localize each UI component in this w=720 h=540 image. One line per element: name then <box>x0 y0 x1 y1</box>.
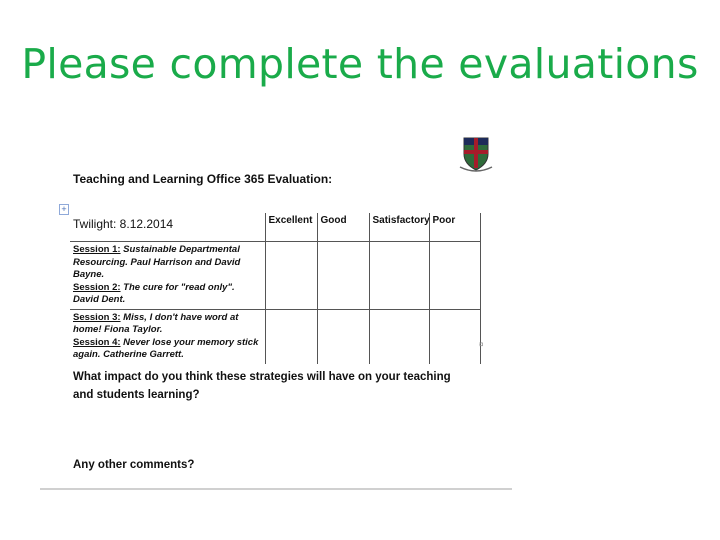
session-2 <box>73 282 262 307</box>
session-description: Miss, I don't have word at home! Fiona Taylor. <box>73 311 239 335</box>
session-1 <box>73 244 262 282</box>
session-4 <box>73 337 262 362</box>
sessions-3-4-cell <box>70 309 265 364</box>
table-header-row <box>70 213 480 242</box>
session-3 <box>73 312 262 337</box>
rating-cell-poor[interactable] <box>429 309 480 364</box>
comments-prompt: Any other comments? <box>73 459 195 471</box>
session-label: Session 4: <box>73 336 121 348</box>
table-move-handle-icon[interactable]: + <box>59 204 69 215</box>
rating-cell-poor[interactable] <box>429 242 480 310</box>
session-label: Session 1: <box>73 244 121 255</box>
evaluation-document-screenshot <box>40 128 520 498</box>
session-description: Sustainable Departmental Resourcing. Paul Harrison and David Bayne. <box>73 244 241 280</box>
impact-question: What impact do you think these strategies will have on your teaching and students learning? <box>73 371 451 401</box>
crest-icon <box>456 134 496 174</box>
rating-header-satisfactory: Satisfactory <box>369 213 429 242</box>
rating-cell-excellent[interactable] <box>265 242 317 310</box>
document-heading: Teaching and Learning Office 365 Evaluation: <box>73 172 333 186</box>
rating-header-poor: Poor <box>429 213 480 242</box>
table-row <box>70 242 480 310</box>
slide-title: Please complete the evaluations <box>21 40 699 88</box>
session-description: The cure for "read only". David Dent. <box>73 281 235 305</box>
rating-header-excellent: Excellent <box>265 213 317 242</box>
rating-cell-satisfactory[interactable] <box>369 309 429 364</box>
sessions-1-2-cell <box>70 242 265 310</box>
rating-cell-satisfactory[interactable] <box>369 242 429 310</box>
session-label: Session 3: <box>73 311 121 323</box>
divider <box>40 488 512 490</box>
end-of-row-mark-icon: ¤ <box>479 340 484 349</box>
rating-cell-good[interactable] <box>317 309 369 364</box>
rating-header-good: Good <box>317 213 369 242</box>
twilight-date-header: Twilight: 8.12.2014 <box>70 213 265 242</box>
table-row <box>70 309 480 364</box>
session-description: Never lose your memory stick again. Catherine Garrett. <box>73 336 259 360</box>
rating-cell-good[interactable] <box>317 242 369 310</box>
evaluation-table <box>70 213 484 364</box>
session-label: Session 2: <box>73 281 121 293</box>
rating-cell-excellent[interactable] <box>265 309 317 364</box>
